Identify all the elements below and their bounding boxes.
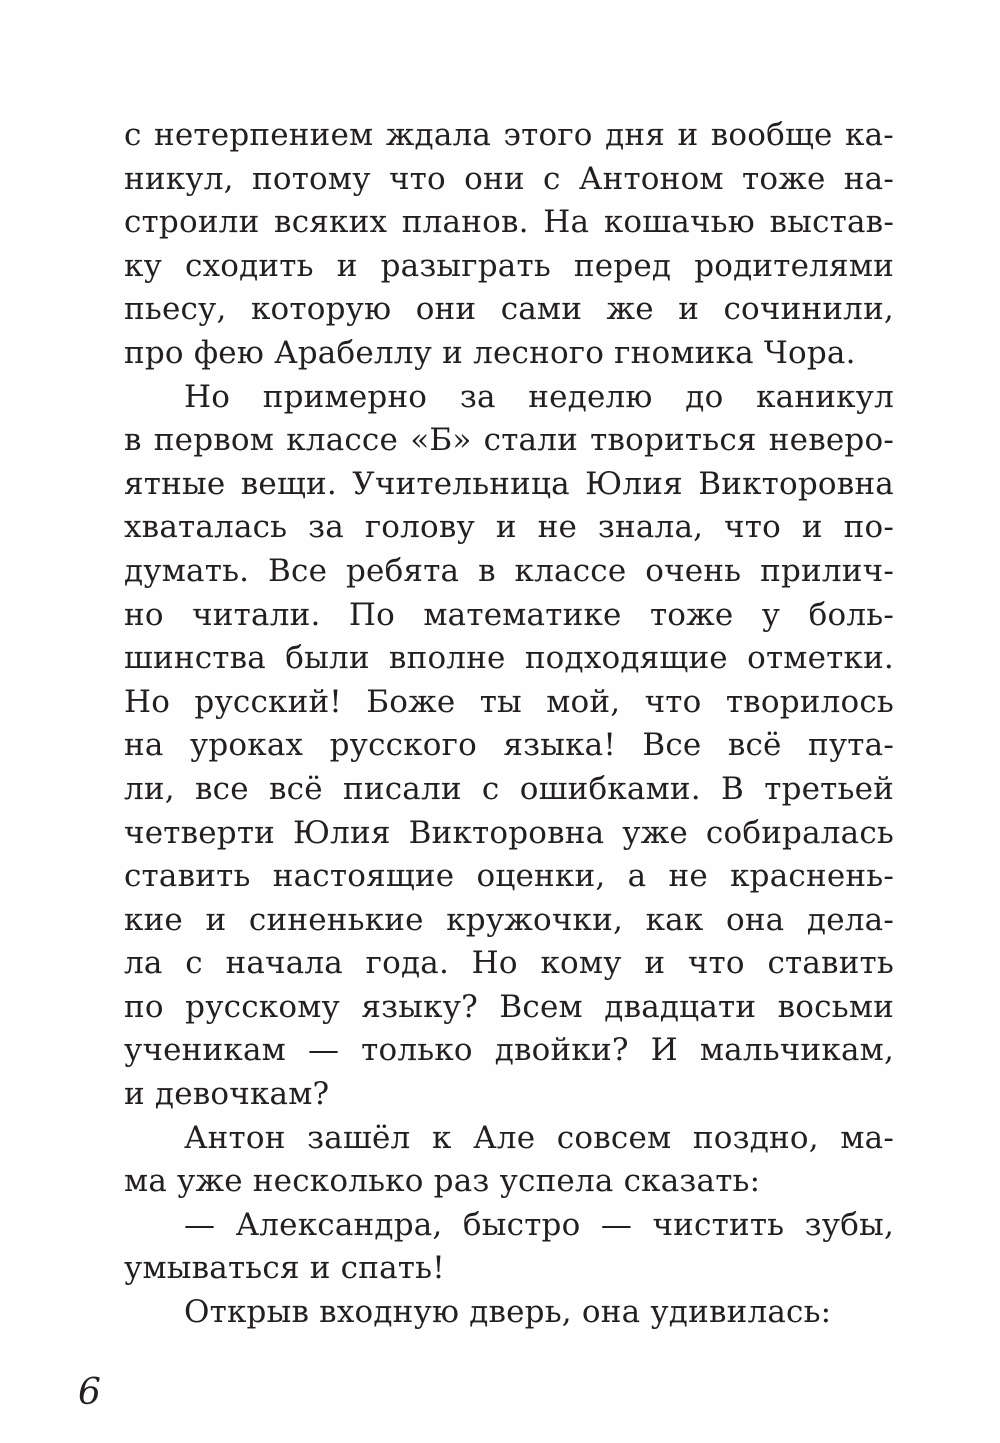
text-line: с нетерпением ждала этого дня и вообще ка- <box>124 117 894 153</box>
text-line: Но русский! Боже ты мой, что творилось <box>124 683 894 720</box>
text-line: шинства были вполне подходящие отметки. <box>124 640 894 677</box>
text-line: про фею Арабеллу и лесного гномика Чора. <box>124 334 856 371</box>
text-line: ку сходить и разыграть перед родителями <box>124 247 894 284</box>
text-line: хваталась за голову и не знала, что и по- <box>124 509 894 546</box>
text-line: Но примерно за неделю до каникул <box>184 378 894 415</box>
text-line: Антон зашёл к Але совсем поздно, ма- <box>184 1119 894 1156</box>
text-line: ставить настоящие оценки, а не краснень- <box>124 858 894 895</box>
text-line: ятные вещи. Учительница Юлия Викторовна <box>124 465 894 502</box>
text-line: никул, потому что они с Антоном тоже на- <box>124 160 894 197</box>
dialogue-line: — Александра, быстро — чистить зубы, <box>184 1206 894 1243</box>
text-line: кие и синенькие кружочки, как она дела- <box>124 901 894 938</box>
text-line: на уроках русского языка! Все всё пута- <box>124 727 894 764</box>
text-line: и девочкам? <box>124 1076 330 1113</box>
text-line: ли, все всё писали с ошибками. В третьей <box>124 770 894 807</box>
text-line: пьесу, которую они сами же и сочинили, <box>124 291 894 328</box>
text-line: но читали. По математике тоже у боль- <box>124 596 894 633</box>
text-line: по русскому языку? Всем двадцати восьми <box>124 988 894 1025</box>
text-line: ма уже несколько раз успела сказать: <box>124 1163 761 1200</box>
text-line: в первом классе «Б» стали твориться неверо- <box>124 422 894 459</box>
text-line: строили всяких планов. На кошачью выстав- <box>124 204 894 241</box>
text-line: четверти Юлия Викторовна уже собиралась <box>124 814 894 851</box>
text-line: Открыв входную дверь, она удивилась: <box>184 1294 832 1331</box>
text-line: умываться и спать! <box>124 1250 445 1287</box>
page-number: 6 <box>78 1372 101 1413</box>
body-text <box>124 114 894 1335</box>
text-line: думать. Все ребята в классе очень прилич- <box>124 552 894 589</box>
text-line: ла с начала года. Но кому и что ставить <box>124 945 894 982</box>
text-line: ученикам — только двойки? И мальчикам, <box>124 1032 894 1069</box>
